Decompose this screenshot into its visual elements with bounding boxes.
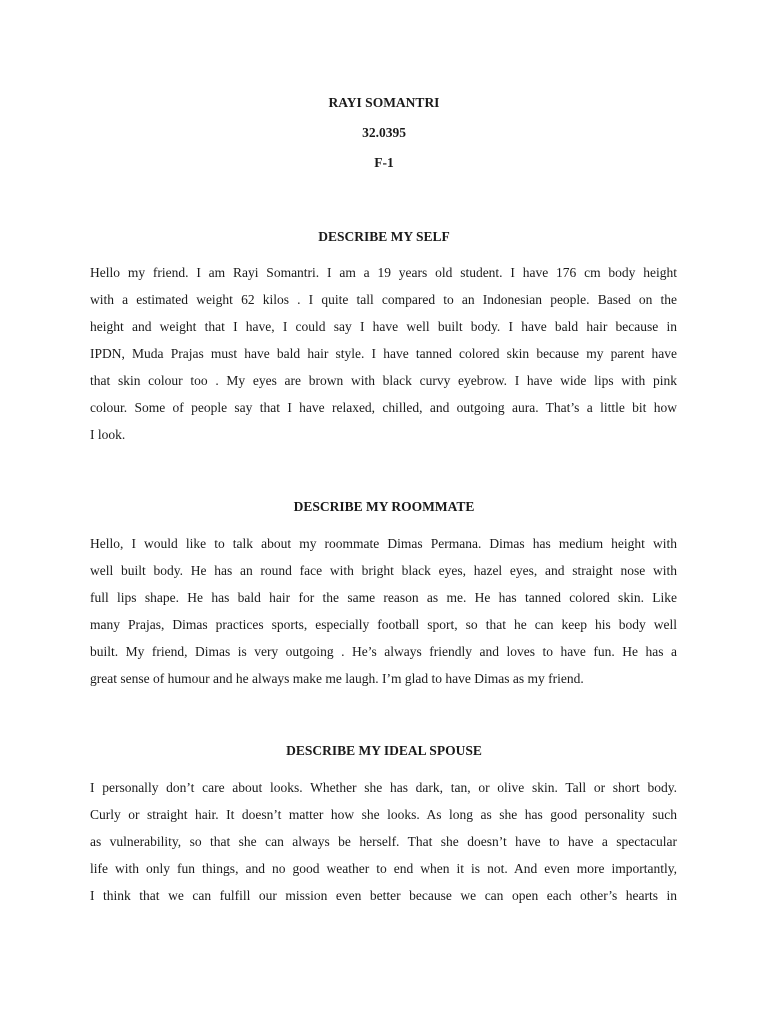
author-name: RAYI SOMANTRI (328, 95, 440, 110)
paragraph-line: height and weight that I have, I could say I have well built body. I have bald hair because in (90, 319, 677, 334)
document-header (0, 92, 768, 182)
section-title-describe-my-roommate: DESCRIBE MY ROOMMATE (293, 499, 475, 514)
section-title-describe-my-self: DESCRIBE MY SELF (318, 229, 450, 244)
paragraph-line: built. My friend, Dimas is very outgoing . He’s always friendly and loves to have fun. He has a (90, 644, 677, 659)
section-body-describe-my-roommate (90, 530, 677, 692)
student-id: 32.0395 (362, 125, 406, 140)
paragraph-line: Curly or straight hair. It doesn’t matter how she looks. As long as she has good personality such (90, 807, 677, 822)
section-title-describe-my-ideal-spouse: DESCRIBE MY IDEAL SPOUSE (286, 743, 482, 758)
paragraph-line: I think that we can fulfill our mission even better because we can open each other’s hearts in (90, 888, 677, 903)
section-body-describe-my-ideal-spouse (90, 774, 677, 909)
section-body-describe-my-self (90, 259, 677, 448)
paragraph-line: that skin colour too . My eyes are brown with black curvy eyebrow. I have wide lips with pink (90, 373, 677, 388)
paragraph-line: as vulnerability, so that she can always be herself. That she doesn’t have to have a spectacular (90, 834, 677, 849)
paragraph-line: Hello my friend. I am Rayi Somantri. I am a 19 years old student. I have 176 cm body height (90, 265, 677, 280)
paragraph-line: life with only fun things, and no good weather to end when it is not. And even more importantly, (90, 861, 677, 876)
paragraph-line: full lips shape. He has bald hair for the same reason as me. He has tanned colored skin. Like (90, 590, 677, 605)
paragraph-line: colour. Some of people say that I have relaxed, chilled, and outgoing aura. That’s a little bit how (90, 400, 677, 415)
paragraph-line: great sense of humour and he always make me laugh. I’m glad to have Dimas as my friend. (90, 671, 584, 686)
paragraph-line: I personally don’t care about looks. Whether she has dark, tan, or olive skin. Tall or short body. (90, 780, 677, 795)
paragraph-line: Hello, I would like to talk about my roommate Dimas Permana. Dimas has medium height with (90, 536, 677, 551)
paragraph-line: many Prajas, Dimas practices sports, especially football sport, so that he can keep his body well (90, 617, 677, 632)
paragraph-line: IPDN, Muda Prajas must have bald hair style. I have tanned colored skin because my parent have (90, 346, 677, 361)
paragraph-line: I look. (90, 427, 126, 442)
paragraph-line: well built body. He has an round face with bright black eyes, hazel eyes, and straight nose with (90, 563, 677, 578)
paragraph-line: with a estimated weight 62 kilos . I quite tall compared to an Indonesian people. Based on the (90, 292, 677, 307)
class-label: F-1 (374, 155, 394, 170)
